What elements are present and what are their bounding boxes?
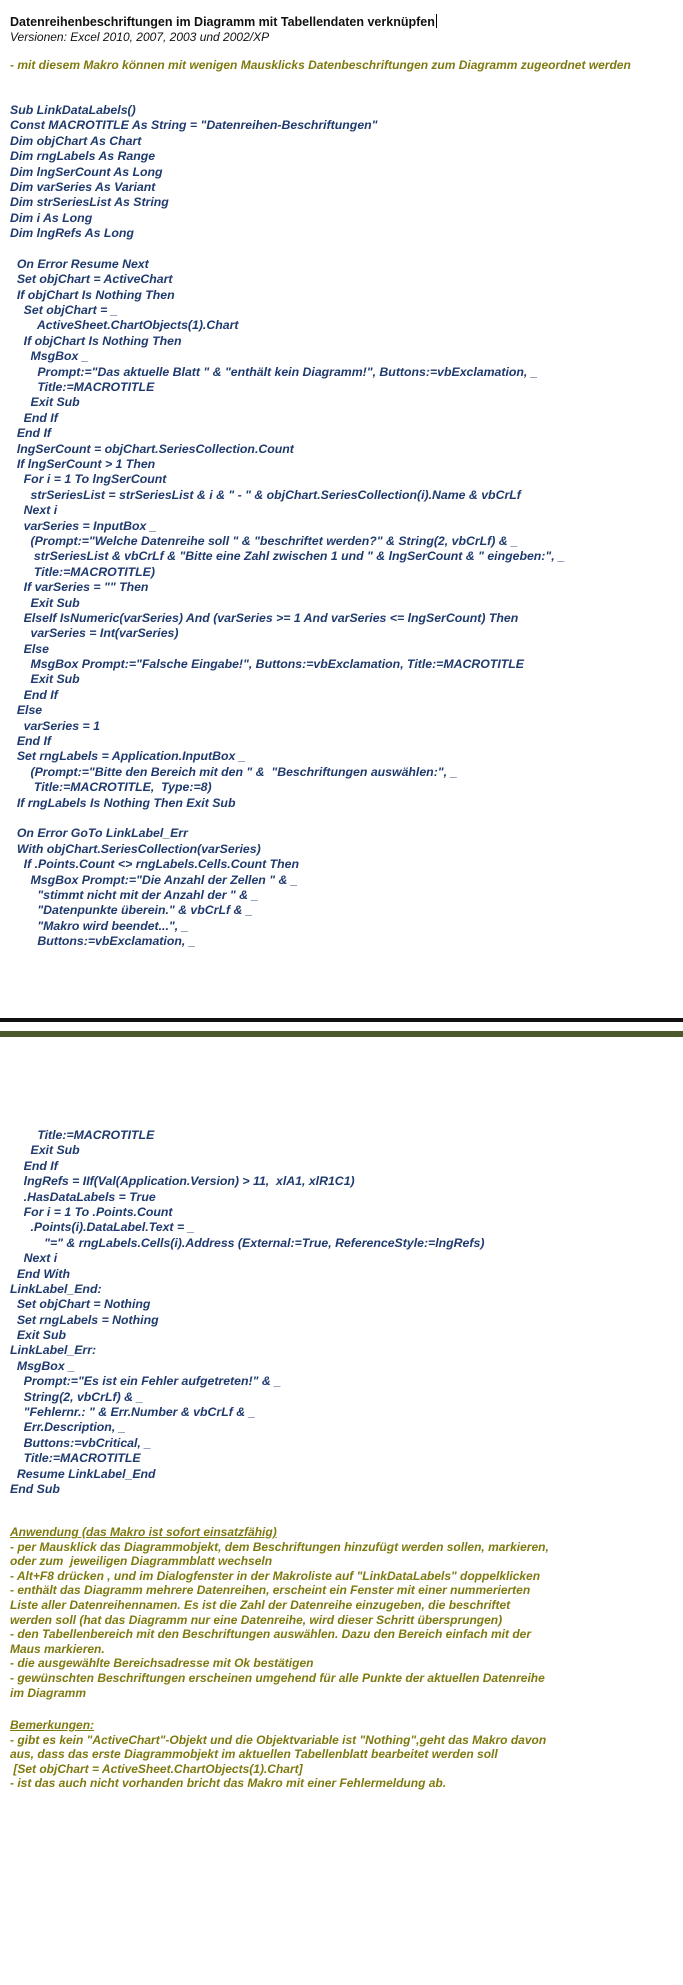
code-line: Title:=MACROTITLE [10, 380, 155, 395]
usage-line: - per Mausklick das Diagrammobjekt, dem Beschriftungen hinzufügt werden sollen, markieren, [10, 1539, 549, 1554]
code-line: "Datenpunkte überein." & vbCrLf & _ [10, 903, 253, 918]
document-title: Datenreihenbeschriftungen im Diagramm mit Tabellendaten verknüpfen [10, 15, 435, 29]
code-line: ElseIf IsNumeric(varSeries) And (varSeries >= 1 And varSeries <= lngSerCount) Then [10, 610, 519, 625]
page-break [0, 1018, 683, 1038]
code-line: Title:=MACROTITLE, Type:=8) [10, 780, 212, 795]
code-line: Dim rngLabels As Range [10, 149, 156, 164]
code-line: End If [10, 687, 58, 702]
code-line: .HasDataLabels = True [10, 1189, 156, 1204]
code-line: Exit Sub [10, 595, 80, 610]
code-line: Dim lngSerCount As Long [10, 164, 163, 179]
code-line: Next i [10, 503, 58, 518]
code-line [10, 811, 565, 826]
usage-line: werden soll (hat das Diagramm nur eine Datenreihe, wird dieser Schritt übersprungen) [10, 1612, 503, 1627]
usage-section [10, 1525, 650, 1700]
remarks-heading: Bemerkungen: [10, 1718, 95, 1732]
code-line: Dim strSeriesList As String [10, 195, 169, 210]
code-line: Else [10, 703, 43, 718]
usage-line: Liste aller Datenreihennamen. Es ist die Zahl der Datenreihe einzugeben, die beschriftet [10, 1597, 511, 1612]
code-block-page-2 [10, 1128, 484, 1497]
code-line: End With [10, 1266, 70, 1281]
code-line: For i = 1 To lngSerCount [10, 472, 167, 487]
code-line: If .Points.Count <> rngLabels.Cells.Count Then [10, 857, 299, 872]
code-line: varSeries = Int(varSeries) [10, 626, 179, 641]
code-line: LinkLabel_End: [10, 1281, 102, 1296]
code-line: Else [10, 641, 49, 656]
code-line: End If [10, 410, 58, 425]
code-line: Set rngLabels = Nothing [10, 1312, 159, 1327]
code-line: If lngSerCount > 1 Then [10, 456, 156, 471]
code-line: Set rngLabels = Application.InputBox _ [10, 749, 246, 764]
code-line: Exit Sub [10, 395, 80, 410]
code-line: MsgBox _ [10, 349, 89, 364]
code-line: lngRefs = IIf(Val(Application.Version) > 11, xlA1, xlR1C1) [10, 1174, 355, 1189]
code-line: MsgBox _ [10, 1358, 75, 1373]
code-line: "stimmt nicht mit der Anzahl der " & _ [10, 887, 259, 902]
code-line: (Prompt:="Bitte den Bereich mit den " & "Beschriftungen auswählen:", _ [10, 764, 458, 779]
code-line: Title:=MACROTITLE) [10, 564, 155, 579]
code-line: .Points(i).DataLabel.Text = _ [10, 1220, 195, 1235]
code-line: ActiveSheet.ChartObjects(1).Chart [10, 318, 239, 333]
code-line: Prompt:="Das aktuelle Blatt " & "enthält kein Diagramm!", Buttons:=vbExclamation, _ [10, 364, 538, 379]
usage-line: oder zum jeweiligen Diagrammblatt wechseln [10, 1554, 273, 1569]
usage-line: im Diagramm [10, 1685, 87, 1700]
usage-line: - die ausgewählte Bereichsadresse mit Ok bestätigen [10, 1656, 314, 1671]
remarks-line: - gibt es kein "ActiveChart"-Objekt und die Objektvariable ist "Nothing",geht das Makro davon [10, 1732, 547, 1747]
usage-line: - den Tabellenbereich mit den Beschriftungen auswählen. Dazu den Bereich einfach mit der [10, 1627, 531, 1642]
code-line: (Prompt:="Welche Datenreihe soll " & "beschriftet werden?" & String(2, vbCrLf) & _ [10, 533, 518, 548]
code-line: "Fehlernr.: " & Err.Number & vbCrLf & _ [10, 1405, 256, 1420]
code-line: Exit Sub [10, 1143, 80, 1158]
code-line: Dim i As Long [10, 210, 93, 225]
document-page-2 [0, 1038, 683, 1985]
code-line: Err.Description, _ [10, 1420, 126, 1435]
code-line: Set objChart = Nothing [10, 1297, 151, 1312]
code-line: strSeriesList & vbCrLf & "Bitte eine Zahl zwischen 1 und " & lngSerCount & " eingeben:", _ [10, 549, 565, 564]
usage-heading: Anwendung (das Makro ist sofort einsatzfähig) [10, 1525, 277, 1539]
code-line: On Error Resume Next [10, 256, 149, 271]
code-line: "Makro wird beendet...", _ [10, 918, 189, 933]
code-line: For i = 1 To .Points.Count [10, 1204, 173, 1219]
remarks-line: - ist das auch nicht vorhanden bricht das Makro mit einer Fehlermeldung ab. [10, 1776, 447, 1791]
code-line: Set objChart = ActiveChart [10, 272, 173, 287]
code-line: If objChart Is Nothing Then [10, 333, 182, 348]
code-line: lngSerCount = objChart.SeriesCollection.Count [10, 441, 294, 456]
code-line: Dim lngRefs As Long [10, 226, 134, 241]
code-line: Prompt:="Es ist ein Fehler aufgetreten!" & _ [10, 1374, 281, 1389]
text-cursor [436, 14, 437, 28]
code-line: Set objChart = _ [10, 303, 118, 318]
versions-line: Versionen: Excel 2010, 2007, 2003 und 2002/XP [10, 30, 270, 44]
remarks-lines [10, 1733, 650, 1791]
code-line: With objChart.SeriesCollection(varSeries) [10, 841, 261, 856]
code-block-page-1 [10, 103, 565, 949]
code-line: Buttons:=vbCritical, _ [10, 1435, 152, 1450]
code-line: varSeries = 1 [10, 718, 100, 733]
code-line: Buttons:=vbExclamation, _ [10, 934, 196, 949]
code-line: MsgBox Prompt:="Die Anzahl der Zellen " & _ [10, 872, 298, 887]
usage-line: - Alt+F8 drücken , und im Dialogfenster in der Makroliste auf "LinkDataLabels" doppelklicken [10, 1568, 541, 1583]
code-line: "=" & rngLabels.Cells(i).Address (External:=True, ReferenceStyle:=lngRefs) [10, 1235, 485, 1250]
usage-line: Maus markieren. [10, 1641, 105, 1656]
code-line: String(2, vbCrLf) & _ [10, 1389, 144, 1404]
code-line: If varSeries = "" Then [10, 580, 149, 595]
page-divider-olive [0, 1031, 683, 1037]
code-line: If objChart Is Nothing Then [10, 287, 175, 302]
code-line: Dim varSeries As Variant [10, 179, 156, 194]
code-line: End If [10, 1158, 58, 1173]
code-line: End If [10, 734, 51, 749]
page-divider-dark [0, 1018, 683, 1022]
code-line: varSeries = InputBox _ [10, 518, 157, 533]
code-line: Dim objChart As Chart [10, 133, 142, 148]
code-line: Next i [10, 1251, 58, 1266]
code-line: strSeriesList = strSeriesList & i & " - " & objChart.SeriesCollection(i).Name & vbCrLf [10, 487, 521, 502]
code-line: Const MACROTITLE As String = "Datenreihen-Beschriftungen" [10, 118, 378, 133]
remarks-line: [Set objChart = ActiveSheet.ChartObjects(1).Chart] [10, 1761, 303, 1776]
code-line: Exit Sub [10, 672, 80, 687]
code-line: LinkLabel_Err: [10, 1343, 97, 1358]
code-line: Resume LinkLabel_End [10, 1466, 156, 1481]
code-line: End If [10, 426, 51, 441]
remarks-section [10, 1718, 650, 1791]
code-line: Exit Sub [10, 1328, 67, 1343]
usage-line: - gewünschten Beschriftungen erscheinen umgehend für alle Punkte der aktuellen Datenreihe [10, 1670, 545, 1685]
code-line [10, 242, 565, 257]
intro-text: - mit diesem Makro können mit wenigen Mausklicks Datenbeschriftungen zum Diagramm zugeordnet werden [10, 58, 631, 72]
remarks-line: aus, dass das erste Diagrammobjekt im aktuellen Tabellenblatt bearbeitet werden soll [10, 1747, 498, 1762]
usage-lines [10, 1540, 650, 1701]
code-line: Title:=MACROTITLE [10, 1128, 155, 1142]
code-line: On Error GoTo LinkLabel_Err [10, 826, 188, 841]
code-line: MsgBox Prompt:="Falsche Eingabe!", Buttons:=vbExclamation, Title:=MACROTITLE [10, 657, 524, 672]
code-line: End Sub [10, 1481, 60, 1496]
code-line: Title:=MACROTITLE [10, 1451, 141, 1466]
usage-line: - enthält das Diagramm mehrere Datenreihen, erscheint ein Fenster mit einer nummerierten [10, 1583, 531, 1598]
code-line: If rngLabels Is Nothing Then Exit Sub [10, 795, 236, 810]
code-line: Sub LinkDataLabels() [10, 103, 136, 117]
